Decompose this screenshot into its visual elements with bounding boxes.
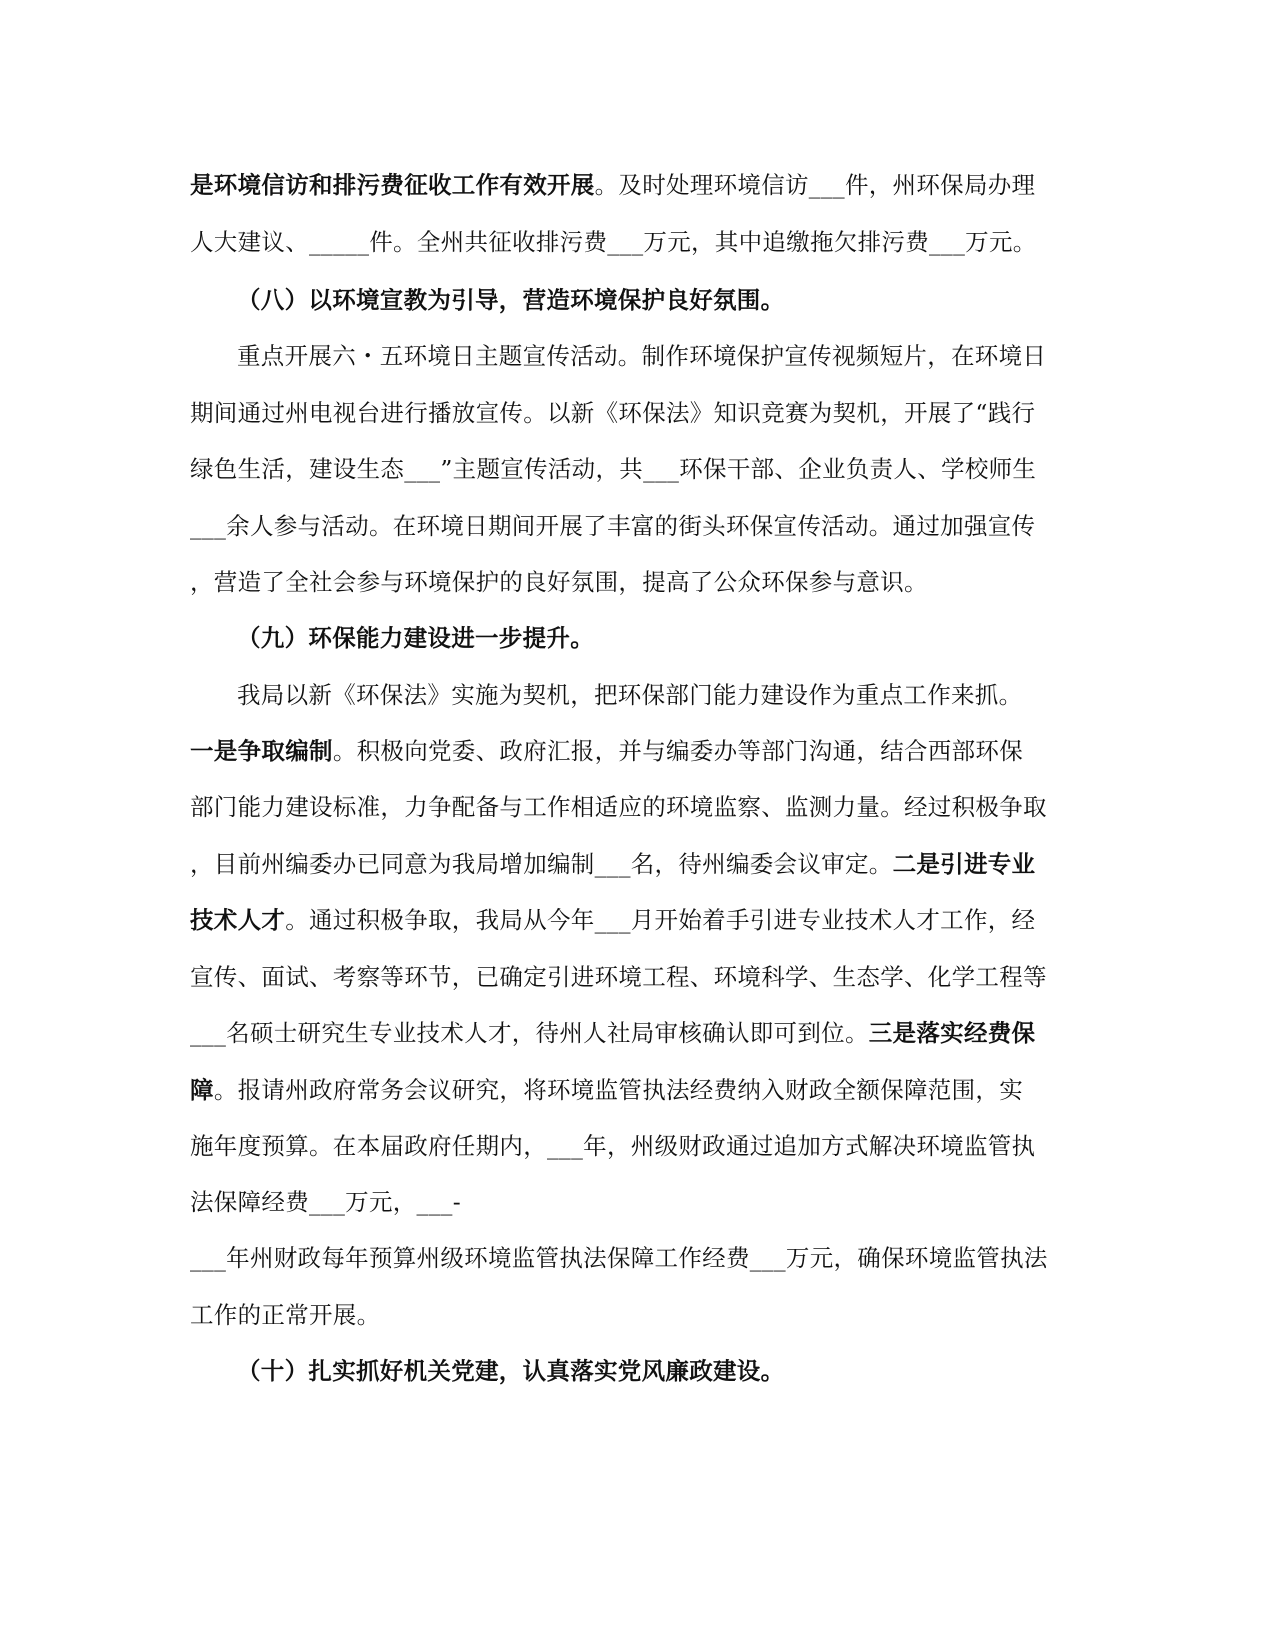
paragraph-line: 法保障经费___万元，___- [190, 1188, 461, 1216]
bold-phrase: 三是落实经费保 [868, 1019, 1036, 1047]
bold-phrase: 技术人才 [190, 906, 286, 934]
section-heading-8: （八）以环境宣教为引导，营造环境保护良好氛围。 [237, 286, 785, 314]
paragraph-line [190, 849, 1035, 879]
text-run: 。通过积极争取，我局从今年___月开始着手引进专业技术人才工作，经 [285, 906, 1036, 934]
paragraph-line [190, 1075, 1023, 1105]
paragraph-line: 人大建议、_____件。全州共征收排污费___万元，其中追缴拖欠排污费___万元。 [190, 228, 1037, 256]
text-run: ___名硕士研究生专业技术人才，待州人社局审核确认即可到位。 [190, 1019, 869, 1047]
paragraph-line: 期间通过州电视台进行播放宣传。以新《环保法》知识竞赛为契机，开展了“践行 [190, 399, 1036, 427]
paragraph-line: ___年州财政每年预算州级环境监管执法保障工作经费___万元，确保环境监管执法 [190, 1244, 1048, 1272]
paragraph-line: 我局以新《环保法》实施为契机，把环保部门能力建设作为重点工作来抓。 [237, 681, 1023, 709]
paragraph-line: 重点开展六・五环境日主题宣传活动。制作环境保护宣传视频短片，在环境日 [237, 342, 1047, 370]
text-run: 。及时处理环境信访___件，州环保局办理 [594, 171, 1036, 199]
paragraph-line: 施年度预算。在本届政府任期内，___年，州级财政通过追加方式解决环境监管执 [190, 1132, 1036, 1160]
paragraph-line: 部门能力建设标准，力争配备与工作相适应的环境监察、监测力量。经过积极争取 [190, 793, 1047, 821]
text-run: ，目前州编委办已同意为我局增加编制___名，待州编委会议审定。 [190, 850, 893, 878]
bold-phrase: 二是引进专业 [892, 850, 1036, 878]
section-heading-10: （十）扎实抓好机关党建，认真落实党风廉政建设。 [237, 1357, 785, 1385]
bold-phrase: 一是争取编制 [190, 737, 333, 765]
paragraph-line: 绿色生活，建设生态___”主题宣传活动，共___环保干部、企业负责人、学校师生 [190, 455, 1037, 483]
paragraph-line: ，营造了全社会参与环境保护的良好氛围，提高了公众环保参与意识。 [190, 568, 928, 596]
paragraph-line: ___余人参与活动。在环境日期间开展了丰富的街头环保宣传活动。通过加强宣传 [190, 512, 1036, 540]
text-run: 。报请州政府常务会议研究，将环境监管执法经费纳入财政全额保障范围，实 [213, 1076, 1024, 1104]
paragraph-line [190, 170, 1035, 200]
paragraph-line [190, 736, 1023, 766]
paragraph-line: 宣传、面试、考察等环节，已确定引进环境工程、环境科学、生态学、化学工程等 [190, 963, 1047, 991]
section-heading-9: （九）环保能力建设进一步提升。 [237, 624, 594, 652]
paragraph-line [190, 1018, 1035, 1048]
paragraph-line [190, 905, 1035, 935]
bold-phrase: 障 [190, 1076, 214, 1104]
text-run: 。积极向党委、政府汇报，并与编委办等部门沟通，结合西部环保 [332, 737, 1024, 765]
bold-phrase: 是环境信访和排污费征收工作有效开展 [190, 171, 595, 199]
paragraph-line: 工作的正常开展。 [190, 1301, 381, 1329]
